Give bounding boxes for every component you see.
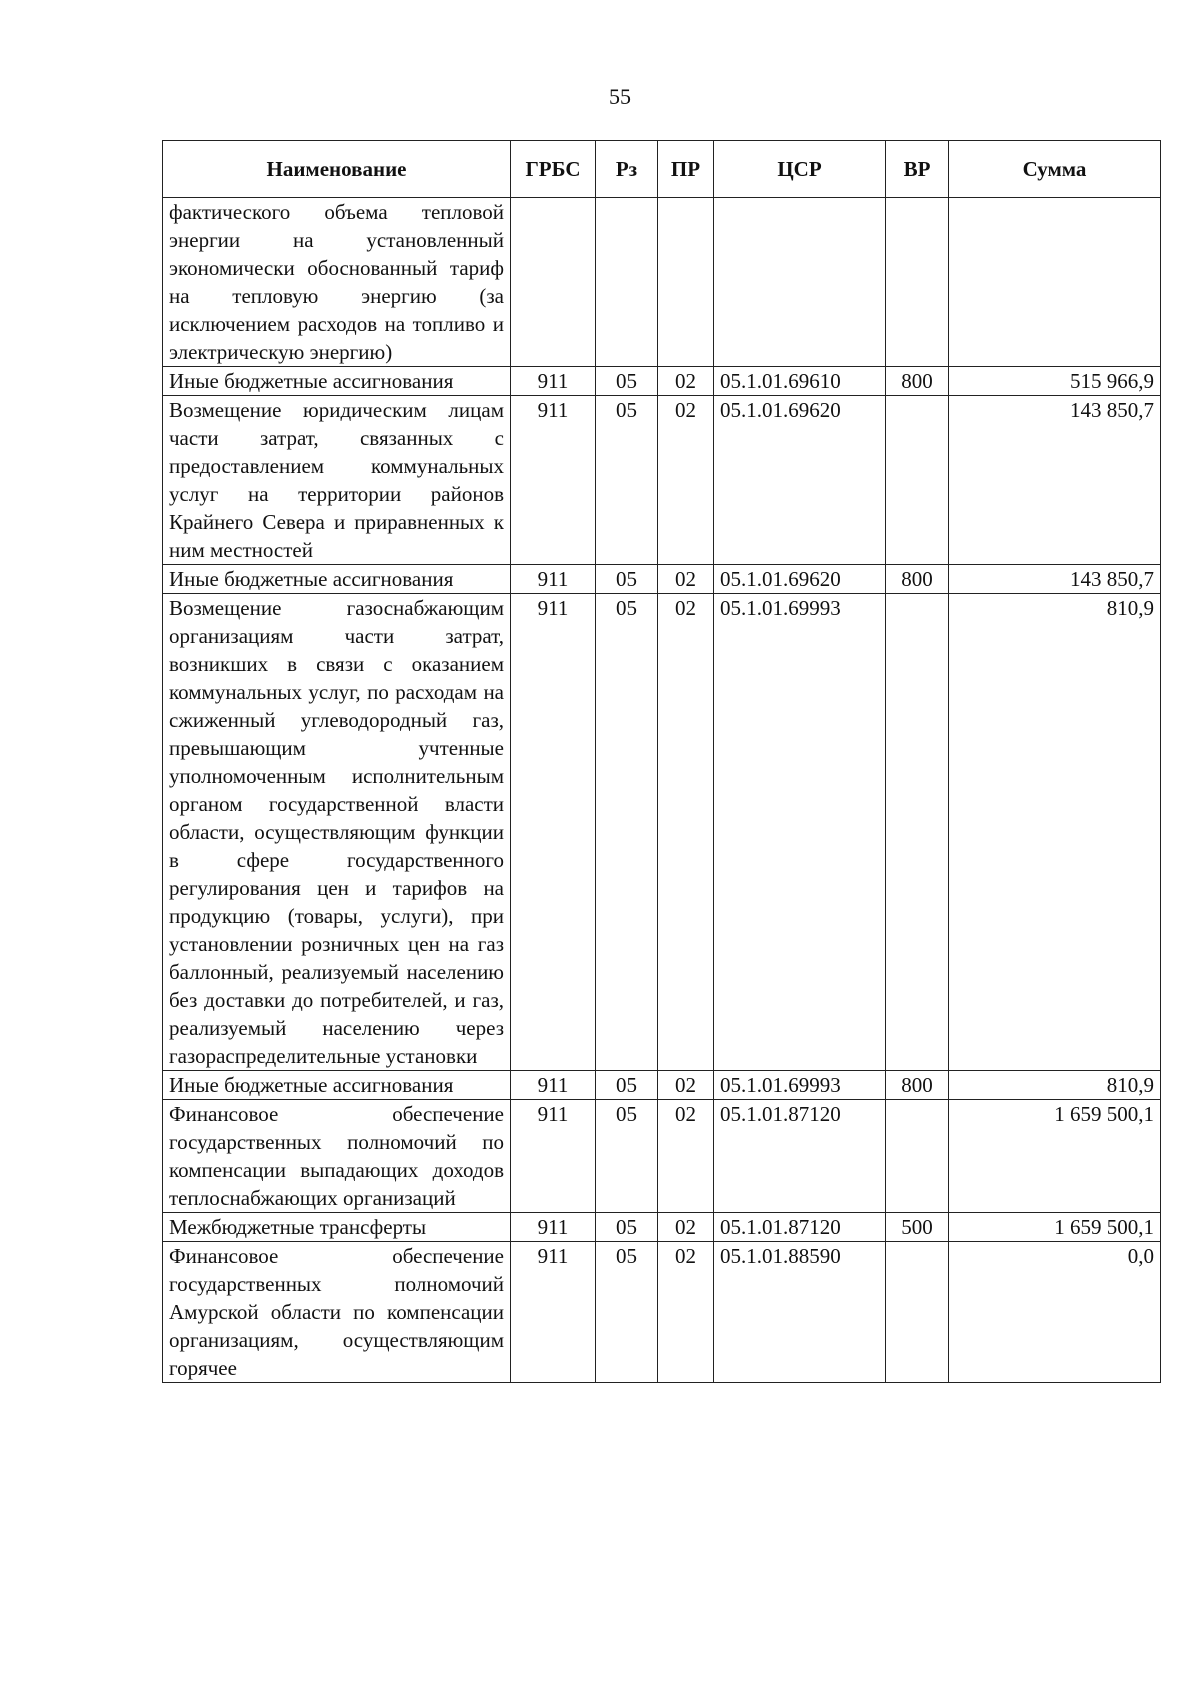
row-sum — [949, 198, 1161, 367]
table-row — [163, 1213, 1161, 1242]
row-vr — [886, 1100, 949, 1213]
table-row — [163, 1071, 1161, 1100]
row-rz: 05 — [596, 1100, 658, 1213]
row-pr: 02 — [658, 1242, 714, 1383]
row-vr — [886, 1242, 949, 1383]
row-sum: 143 850,7 — [949, 565, 1161, 594]
row-pr: 02 — [658, 396, 714, 565]
row-csr: 05.1.01.69993 — [714, 594, 886, 1071]
row-pr: 02 — [658, 1100, 714, 1213]
row-pr: 02 — [658, 367, 714, 396]
row-pr: 02 — [658, 1071, 714, 1100]
row-vr — [886, 594, 949, 1071]
header-sum: Сумма — [949, 141, 1161, 198]
row-vr: 800 — [886, 367, 949, 396]
row-name: Иные бюджетные ассигнования — [163, 565, 511, 594]
row-grbs: 911 — [511, 594, 596, 1071]
table-row — [163, 1242, 1161, 1383]
row-rz: 05 — [596, 1071, 658, 1100]
row-name: Финансовое обеспечение государственных полномочий по компенсации выпадающих доходов теплоснабжающих организаций — [163, 1100, 511, 1213]
row-vr: 800 — [886, 565, 949, 594]
row-rz: 05 — [596, 396, 658, 565]
row-csr: 05.1.01.69610 — [714, 367, 886, 396]
header-csr: ЦСР — [714, 141, 886, 198]
row-rz: 05 — [596, 1242, 658, 1383]
row-sum: 810,9 — [949, 594, 1161, 1071]
row-grbs: 911 — [511, 1100, 596, 1213]
header-rz: Рз — [596, 141, 658, 198]
row-sum: 810,9 — [949, 1071, 1161, 1100]
header-vr: ВР — [886, 141, 949, 198]
budget-table — [162, 140, 1161, 1383]
row-csr: 05.1.01.87120 — [714, 1100, 886, 1213]
row-vr: 500 — [886, 1213, 949, 1242]
row-rz: 05 — [596, 1213, 658, 1242]
row-pr: 02 — [658, 1213, 714, 1242]
row-sum: 143 850,7 — [949, 396, 1161, 565]
row-pr: 02 — [658, 565, 714, 594]
row-name: Возмещение юридическим лицам части затрат, связанных с предоставлением коммунальных услуг на территории районов Крайнего Севера и приравненных к ним местностей — [163, 396, 511, 565]
row-name: фактического объема тепловой энергии на установленный экономически обоснованный тариф на тепловую энергию (за исключением расходов на топливо и электрическую энергию) — [163, 198, 511, 367]
row-name: Иные бюджетные ассигнования — [163, 1071, 511, 1100]
row-grbs — [511, 198, 596, 367]
row-rz — [596, 198, 658, 367]
row-vr — [886, 198, 949, 367]
table-row — [163, 594, 1161, 1071]
row-grbs: 911 — [511, 565, 596, 594]
table-row — [163, 367, 1161, 396]
row-csr: 05.1.01.69620 — [714, 396, 886, 565]
row-csr: 05.1.01.88590 — [714, 1242, 886, 1383]
header-grbs: ГРБС — [511, 141, 596, 198]
table-row — [163, 198, 1161, 367]
row-csr: 05.1.01.69620 — [714, 565, 886, 594]
row-sum: 515 966,9 — [949, 367, 1161, 396]
row-name: Межбюджетные трансферты — [163, 1213, 511, 1242]
row-name: Возмещение газоснабжающим организациям части затрат, возникших в связи с оказанием коммунальных услуг, по расходам на сжиженный углеводородный газ, превышающим учтенные уполномоченным исполнительным органом государственной власти области, осуществляющим функции в сфере государственного регулирования цен и тарифов на продукцию (товары, услуги), при установлении розничных цен на газ баллонный, реализуемый населению без доставки до потребителей, и газ, реализуемый населению через газораспределительные установки — [163, 594, 511, 1071]
table-row — [163, 1100, 1161, 1213]
row-name: Финансовое обеспечение государственных полномочий Амурской области по компенсации организациям, осуществляющим горячее — [163, 1242, 511, 1383]
row-name: Иные бюджетные ассигнования — [163, 367, 511, 396]
row-grbs: 911 — [511, 1242, 596, 1383]
row-rz: 05 — [596, 565, 658, 594]
row-sum: 0,0 — [949, 1242, 1161, 1383]
row-grbs: 911 — [511, 1213, 596, 1242]
table-header-row — [163, 141, 1161, 198]
row-grbs: 911 — [511, 367, 596, 396]
row-pr: 02 — [658, 594, 714, 1071]
row-csr — [714, 198, 886, 367]
row-rz: 05 — [596, 367, 658, 396]
row-csr: 05.1.01.87120 — [714, 1213, 886, 1242]
row-grbs: 911 — [511, 1071, 596, 1100]
table-row — [163, 396, 1161, 565]
row-grbs: 911 — [511, 396, 596, 565]
row-vr: 800 — [886, 1071, 949, 1100]
header-pr: ПР — [658, 141, 714, 198]
row-pr — [658, 198, 714, 367]
table-row — [163, 565, 1161, 594]
row-rz: 05 — [596, 594, 658, 1071]
page-number: 55 — [609, 84, 631, 109]
header-name: Наименование — [163, 141, 511, 198]
row-sum: 1 659 500,1 — [949, 1100, 1161, 1213]
row-vr — [886, 396, 949, 565]
row-csr: 05.1.01.69993 — [714, 1071, 886, 1100]
row-sum: 1 659 500,1 — [949, 1213, 1161, 1242]
